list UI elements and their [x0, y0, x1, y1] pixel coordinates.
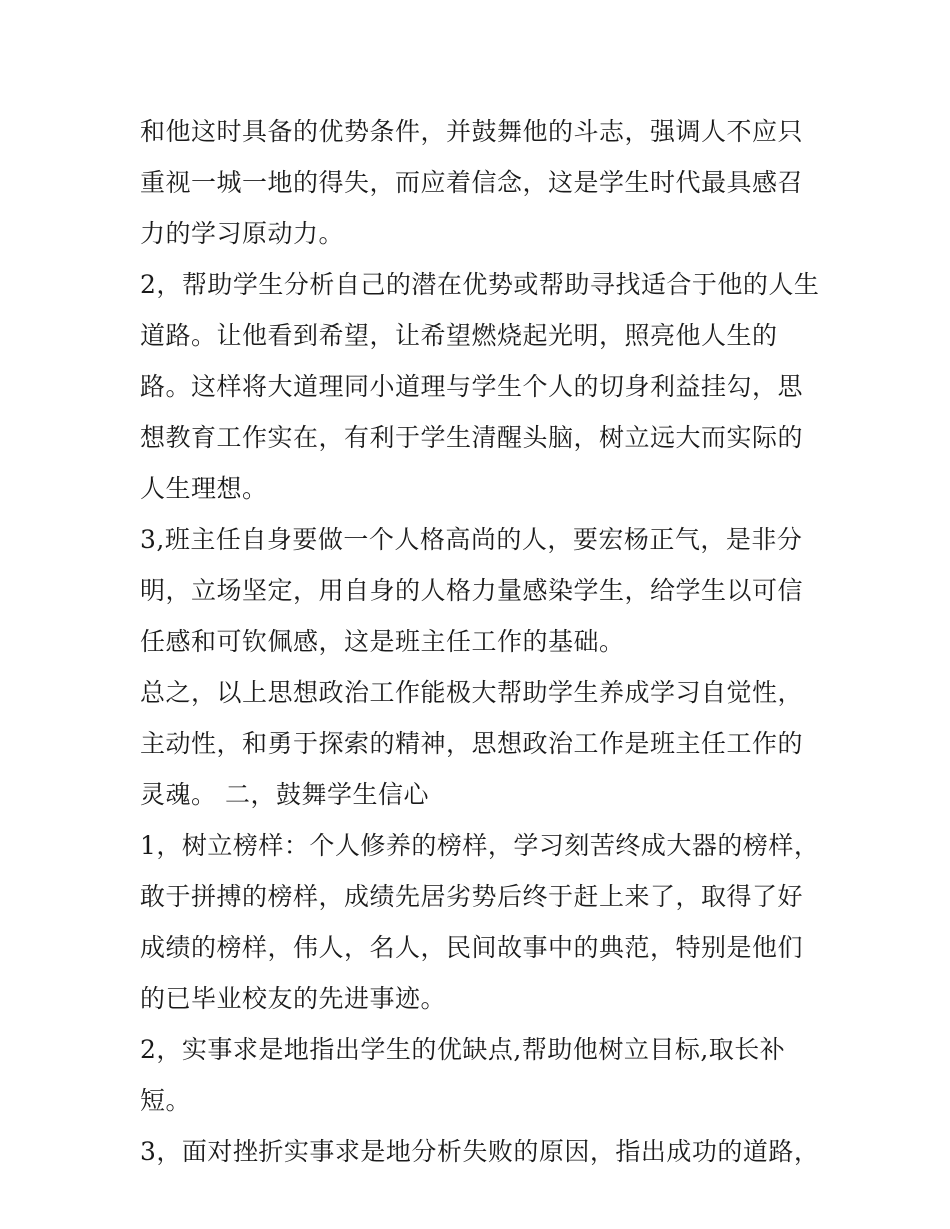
- body-text: [140, 106, 820, 1177]
- paragraph-4: 总之，以上思想政治工作能极大帮助学生养成学习自觉性，主动性，和勇于探索的精神，思想政治工作是班主任工作的灵魂。 二，鼓舞学生信心: [140, 678, 804, 809]
- paragraph-2: 2，帮助学生分析自己的潜在优势或帮助寻找适合于他的人生道路。让他看到希望，让希望燃烧起光明，照亮他人生的路。这样将大道理同小道理与学生个人的切身利益挂勾，思想教育工作实在，有利于学生清醒头脑，树立远大而实际的人生理想。: [140, 270, 820, 503]
- paragraph-3: 3,班主任自身要做一个人格高尚的人，要宏杨正气，是非分明，立场坚定，用自身的人格力量感染学生，给学生以可信任感和可钦佩感，这是班主任工作的基础。: [140, 525, 804, 656]
- paragraph-1: 和他这时具备的优势条件，并鼓舞他的斗志，强调人不应只重视一城一地的得失，而应着信念，这是学生时代最具感召力的学习原动力。: [140, 117, 804, 248]
- paragraph-7: 3，面对挫折实事求是地分析失败的原因，指出成功的道路，: [140, 1137, 820, 1166]
- paragraph-5: 1，树立榜样：个人修养的榜样，学习刻苦终成大器的榜样，敢于拼搏的榜样，成绩先居劣势后终于赶上来了，取得了好成绩的榜样，伟人，名人，民间故事中的典范，特别是他们的已毕业校友的先进事迹。: [140, 831, 820, 1013]
- paragraph-6: 2，实事求是地指出学生的优缺点,帮助他树立目标,取长补短。: [140, 1035, 786, 1115]
